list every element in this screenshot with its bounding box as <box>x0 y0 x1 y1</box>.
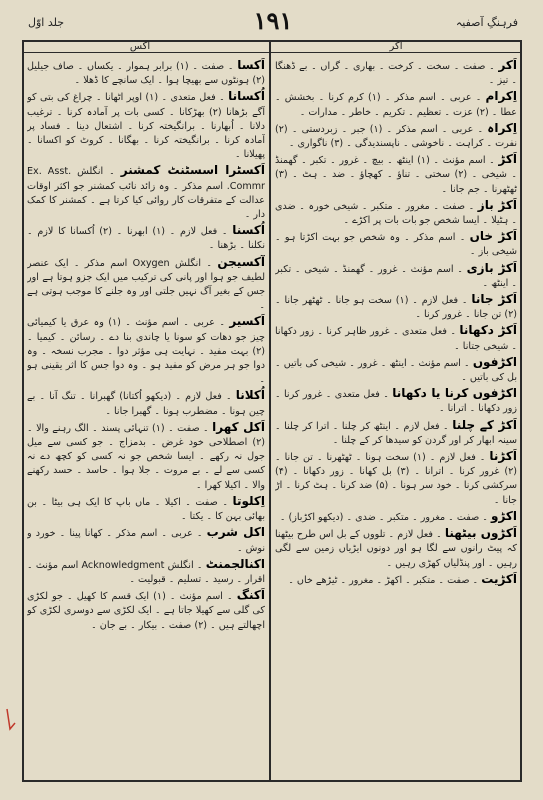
entry-definition: ۔ عربی ۔ اسم مذکر ۔ (۱) جبر ۔ زبردستی ۔ (۲) نفرت ۔ کراہت ۔ ناخوشی ۔ ناپسندیدگی ۔ (۳) ناگواری ۔ <box>275 123 517 150</box>
entry-headword: اَکڑ <box>498 152 517 167</box>
entry-headword: اَکڑ باز <box>477 197 517 212</box>
entry-headword: اِکلوتا <box>232 493 265 508</box>
entry-definition: ۔ صفت ۔ متکبر ۔ اکھڑ ۔ مغرور ۔ ٹیڑھے خاں ۔ <box>288 574 479 586</box>
dictionary-entry <box>27 420 265 493</box>
entry-headword: اَکڑ خاں <box>469 229 517 244</box>
dictionary-entry <box>275 572 517 588</box>
entry-definition: ۔ اسم مؤنث ۔ غرور ۔ گھمنڈ ۔ شیخی ۔ تکبر ۔ اینٹھ ۔ <box>275 263 517 289</box>
entry-definition: ۔ صفت ۔ مغرور ۔ متکبر ۔ شیخی خورہ ۔ ضدی ۔ ہٹیلا ۔ ایسا شخص جو بات بات پر اکڑے ۔ <box>275 200 517 227</box>
entry-definition: ۔ صفت ۔ (۱) برابر ہموار ۔ یکساں ۔ صاف جیلیل (۲) ہونٹوں سے بھیچا ہوا ۔ ایک سانچے کا ڈھلا ۔ <box>27 61 265 87</box>
dictionary-entry <box>275 292 517 322</box>
column-heading-rule <box>22 52 522 53</box>
entry-definition: ۔ صفت ۔ اکیلا ۔ ماں باپ کا ایک ہی بیٹا ۔ بن بھائی بہن کا ۔ یکتا ۔ <box>27 496 265 523</box>
entry-definition: ۔ اسم مؤنث ۔ (۱) ایک قسم کا کھیل ۔ جو لکڑی کی گلی سے کھیلا جاتا ہے ۔ ایک لکڑی سے دوسری لکڑی کو اچھالتے ہیں ۔ (۲) صفت ۔ بیکار ۔ بے جان ۔ <box>27 591 265 631</box>
entry-definition: ۔ انگلش Acknowledgment اسم مؤنث ۔ اقرار ۔ رسید ۔ تسلیم ۔ قبولیت ۔ <box>27 559 265 585</box>
left-column <box>27 58 265 776</box>
entry-definition: ۔ صفت ۔ مغرور ۔ متکبر ۔ ضدی ۔ (دیکھو اکڑباز) ۔ <box>279 511 488 523</box>
dictionary-entry <box>275 198 517 228</box>
dictionary-entry <box>275 261 517 291</box>
entry-definition: ۔ فعل لازم ۔ (۱) سخت ہو جانا ۔ ٹھٹھر جانا ۔ (۲) تن جانا ۔ غرور کرنا ۔ <box>275 295 517 321</box>
dictionary-entry <box>27 163 265 222</box>
entry-headword: اُکلانا <box>235 388 265 403</box>
entry-headword: اُکسنا <box>232 223 265 238</box>
entry-definition: ۔ عربی ۔ اسم مذکر ۔ (۱) کرم کرنا ۔ بخشش ۔ عطا ۔ (۲) عزت ۔ تعظیم ۔ تکریم ۔ خاطر ۔ مدارات ۔ <box>275 92 517 118</box>
entry-headword: اِکراہ <box>487 120 517 135</box>
entry-headword: اَکڑیت <box>481 571 517 586</box>
dictionary-entry <box>275 355 517 385</box>
entry-definition: ۔ فعل متعدی ۔ (۱) اوپر اٹھانا ۔ چراغ کی بتی کو آگے بڑھانا (۲) بھڑکانا ۔ کسی بات پر آمادہ کرنا ۔ ترغیب دلانا ۔ اُبھارنا ۔ برانگیختہ کرنا ۔ اشتعال دینا ۔ فساد پر آمادہ کرنا ۔ برانگیختہ کرنا ۔ بھگانا ۔ کروٹ کو اکسانا ۔ پھیلانا ۔ <box>27 92 265 161</box>
entry-definition: ۔ صفت ۔ (۱) تنہائی پسند ۔ الگ رہنے والا ۔ (۲) اصطلاحی خود غرض ۔ بدمزاج ۔ جو کسی سے میل جول نہ رکھے ۔ ایسا شخص جو نہ کسی کو کچھ دے نہ کسی سے لے ۔ بے مروت ۔ جلا ہوا ۔ حاسد ۔ حسد رکھنے والا ۔ اکیلا کھرا ۔ <box>27 422 265 491</box>
dictionary-entry <box>275 229 517 259</box>
dictionary-entry <box>27 557 265 587</box>
dictionary-entry <box>275 89 517 119</box>
entry-headword: اَکسٹرا اسسٹنٹ کمشنر <box>120 163 265 178</box>
entry-headword: اِکرام <box>485 89 517 104</box>
entry-definition: ۔ صفت ۔ سخت ۔ کرخت ۔ بھاری ۔ گراں ۔ بے ڈھنگا ۔ تیز ۔ <box>275 61 517 87</box>
dictionary-entry <box>27 89 265 162</box>
dictionary-entry <box>275 449 517 508</box>
margin-pencil-mark <box>4 705 18 733</box>
dictionary-entry <box>27 58 265 88</box>
dictionary-entry <box>275 323 517 353</box>
entry-definition: ۔ فعل لازم ۔ اینٹھ کر چلنا ۔ اترا کر چلنا ۔ سینہ ابھار کر اور گردن کو سیدھا کر کے چلنا ۔ <box>275 420 517 446</box>
entry-definition: ۔ فعل لازم ۔ تلووں کے بل اس طرح بیٹھنا کہ پیٹ رانوں سے لگا ہو اور دونوں ایڑیاں زمین سے لگی رہیں ۔ اور پنڈلیاں کھڑی رہیں ۔ <box>275 529 517 569</box>
entry-definition: ۔ فعل متعدی ۔ غرور ظاہر کرنا ۔ زور دکھانا ۔ شیخی جتانا ۔ <box>275 326 517 352</box>
entry-headword: اَکڑ دکھانا <box>459 323 517 338</box>
entry-definition: ۔ انگلش Ex. Asst. Commr. اسم مذکر ۔ وہ زائد نائب کمشنر جو اکثر اوقات عدالت کے متفرقات کار روائی کیا کرتا ہے ۔ کمشنر کا کمک دار ۔ <box>27 166 265 221</box>
entry-definition: ۔ فعل لازم ۔ (دیکھو اُکتانا) گھبرانا ۔ تنگ آنا ۔ بے چین ہونا ۔ مضطرب ہونا ۔ گھبرا جانا ۔ <box>27 391 265 417</box>
dictionary-entry <box>275 526 517 571</box>
dictionary-entry <box>27 314 265 387</box>
entry-headword: اَکڑوں بیٹھنا <box>444 526 517 541</box>
entry-headword: اکڑو <box>490 508 517 523</box>
entry-headword: اکڑفوں <box>472 354 517 369</box>
dictionary-entry <box>27 388 265 418</box>
entry-definition: ۔ انگلش Oxygen اسم مذکر ۔ ایک عنصر لطیف جو ہوا اور پانی کی ترکیب میں ایک جزو ہوتا ہے اور جس کے بغیر آگ نہیں جلتی اور وہ جلنے کا موجب ہوتی ہے ۔ <box>27 257 265 312</box>
entry-headword: اکنالجمنٹ <box>205 556 265 571</box>
dictionary-entry <box>275 509 517 525</box>
entry-headword: اکڑفوں کرنا یا دکھانا <box>392 386 517 401</box>
volume-label: جلد اوّل <box>28 16 65 29</box>
entry-headword: اَکسیر <box>229 314 265 329</box>
left-column-heading: اکس <box>129 41 151 52</box>
entry-definition: ۔ اسم مؤنث ۔ (۱) اینٹھ ۔ بیچ ۔ غرور ۔ تکبر ۔ گھمنڈ ۔ شیخی ۔ (۲) سختی ۔ تناؤ ۔ کھچاؤ ۔ ضد ۔ ہٹ ۔ (۳) ٹھٹھرنا ۔ جم جانا ۔ <box>275 155 517 195</box>
entry-headword: اَکڑ جانا <box>471 292 517 307</box>
entry-headword: اَکڑنا <box>489 449 517 464</box>
dictionary-entry <box>275 152 517 197</box>
dictionary-entry <box>27 494 265 524</box>
entry-headword: اَکر <box>498 58 517 72</box>
book-title: فرہنگِ آصفیہ <box>455 16 518 29</box>
entry-definition: ۔ فعل لازم ۔ (۱) ابھرنا ۔ (۲) اُکسانا کا لازم ۔ نکلنا ۔ بڑھنا ۔ <box>27 226 265 252</box>
entry-headword: اَکسا <box>237 58 265 72</box>
entry-headword: آکسیجن <box>217 254 265 269</box>
dictionary-entry <box>275 386 517 416</box>
page-header <box>20 6 526 38</box>
entry-definition: ۔ فعل متعدی ۔ غرور کرنا ۔ زور دکھانا ۔ اترانا ۔ <box>275 389 517 415</box>
dictionary-entry <box>275 121 517 151</box>
dictionary-entry <box>275 58 517 88</box>
page-number: ۱۹۱ <box>253 6 293 35</box>
entry-headword: اَکنگ <box>236 588 265 603</box>
entry-headword: اکل شرب <box>206 525 265 540</box>
entry-definition: ۔ عربی ۔ اسم مذکر ۔ کھانا پینا ۔ خورد و نوش ۔ <box>27 528 265 554</box>
entry-definition: ۔ عربی ۔ اسم مؤنث ۔ (۱) وہ عرق یا کیمیائی چیز جو دھات کو سونا یا چاندی بنا دے ۔ رسائن ۔ کیمیا ۔ (۲) بہت مفید ۔ نہایت ہی مؤثر دوا ۔ مجرب نسخہ ۔ وہ دوا جو ہر مرض کو مفید ہو ۔ وہ دوا جس کا اثر یقینی ہو ۔ <box>27 317 265 386</box>
entry-definition: ۔ اسم مذکر ۔ وہ شخص جو بہت اکڑتا ہو ۔ شیخی باز ۔ <box>275 232 517 258</box>
dictionary-entry <box>275 418 517 448</box>
right-column-heading: اکر <box>389 41 403 52</box>
entry-headword: اَکل کھرا <box>212 419 265 434</box>
entry-definition: ۔ اسم مؤنث ۔ اینٹھ ۔ غرور ۔ شیخی کی باتیں ۔ بل کی باتیں ۔ <box>275 357 517 384</box>
entry-definition: ۔ فعل لازم ۔ (۱) سخت ہونا ۔ ٹھٹھرنا ۔ تن جانا ۔ (۲) غرور کرنا ۔ اترانا ۔ (۳) بل کھانا ۔ زور دکھانا ۔ (۴) سرکشی کرنا ۔ خود سر ہونا ۔ (۵) ضد کرنا ۔ ہٹ کرنا ۔ اڑ جانا ۔ <box>275 452 517 506</box>
dictionary-entry <box>27 588 265 633</box>
entry-headword: اُکسانا <box>228 89 265 104</box>
dictionary-entry <box>27 255 265 314</box>
dictionary-entry <box>27 223 265 253</box>
right-column <box>275 58 517 776</box>
column-divider <box>269 40 271 782</box>
entry-headword: اَکڑ بازی <box>466 260 517 275</box>
entry-headword: اَکڑ کے چلنا <box>452 417 517 432</box>
dictionary-entry <box>27 525 265 555</box>
